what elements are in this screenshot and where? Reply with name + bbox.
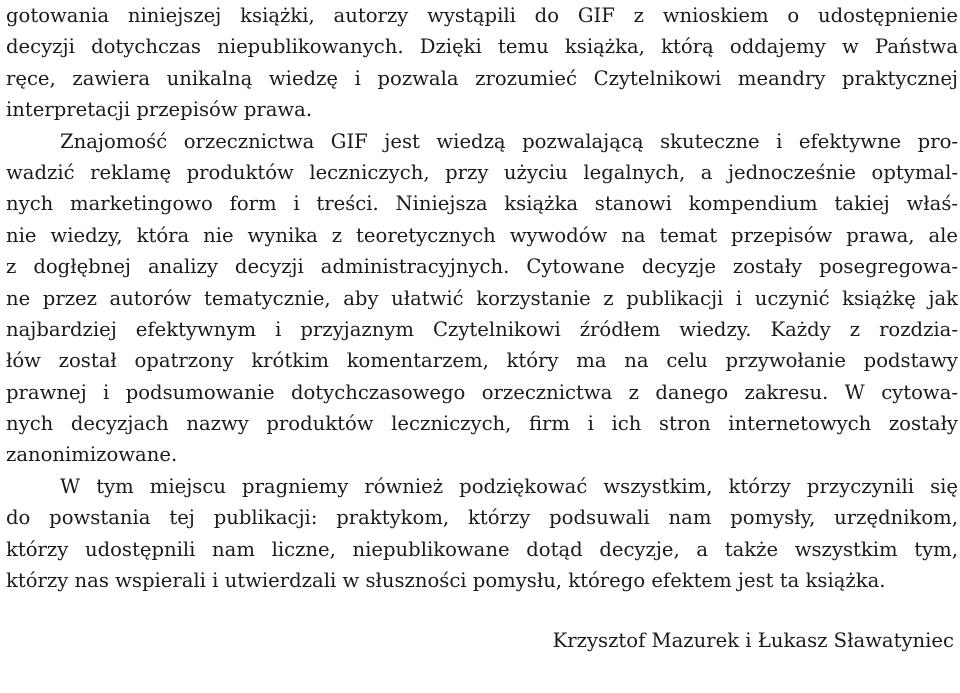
paragraph-3	[6, 471, 958, 597]
text-line: nie wiedzy, która nie wynika z teoretycznych wywodów na temat przepisów prawa, ale	[6, 223, 958, 247]
text-line: nych decyzjach nazwy produktów leczniczych, firm i ich stron internetowych zostały	[6, 412, 958, 436]
text-line: którzy nas wspierali i utwierdzali w słuszności pomysłu, którego efektem jest ta książka.	[6, 569, 886, 593]
text-line: gotowania niniejszej książki, autorzy wystąpili do GIF z wnioskiem o udostępnienie	[6, 4, 958, 27]
text-line: prawnej i podsumowanie dotychczasowego orzecznictwa z danego zakresu. W cytowa-	[6, 380, 958, 404]
text-line: którzy udostępnili nam liczne, niepublikowane dotąd decyzje, a także wszystkim tym,	[6, 537, 958, 561]
document-page	[6, 0, 958, 657]
text-line: łów został opatrzony krótkim komentarzem, który ma na celu przywołanie podstawy	[6, 349, 958, 373]
text-line: decyzji dotychczas niepublikowanych. Dzięki temu książka, którą oddajemy w Państwa	[6, 35, 958, 59]
text-line: najbardziej efektywnym i przyjaznym Czytelnikowi źródłem wiedzy. Każdy z rozdzia-	[6, 317, 958, 341]
spacer	[6, 596, 958, 625]
text-line: zanonimizowane.	[6, 443, 178, 467]
text-line: do powstania tej publikacji: praktykom, którzy podsuwali nam pomysły, urzędnikom,	[6, 506, 958, 530]
text-line: W tym miejscu pragniemy również podziękować wszystkim, którzy przyczynili się	[60, 474, 958, 498]
text-line: z dogłębnej analizy decyzji administracyjnych. Cytowane decyzje zostały posegregowa-	[6, 255, 958, 279]
paragraph-2	[6, 126, 958, 471]
paragraph-1	[6, 0, 958, 126]
text-line: wadzić reklamę produktów leczniczych, przy użyciu legalnych, a jednocześnie optymal-	[6, 160, 958, 184]
author-signature: Krzysztof Mazurek i Łukasz Sławatyniec	[552, 629, 954, 653]
text-line: ne przez autorów tematycznie, aby ułatwić korzystanie z publikacji i uczynić książkę jak	[6, 286, 958, 310]
text-line: interpretacji przepisów prawa.	[6, 98, 313, 122]
text-line: nych marketingowo form i treści. Niniejsza książka stanowi kompendium takiej właś-	[6, 192, 958, 216]
text-line: Znajomość orzecznictwa GIF jest wiedzą pozwalającą skuteczne i efektywne pro-	[60, 129, 958, 153]
text-line: ręce, zawiera unikalną wiedzę i pozwala zrozumieć Czytelnikowi meandry praktycznej	[6, 66, 958, 90]
